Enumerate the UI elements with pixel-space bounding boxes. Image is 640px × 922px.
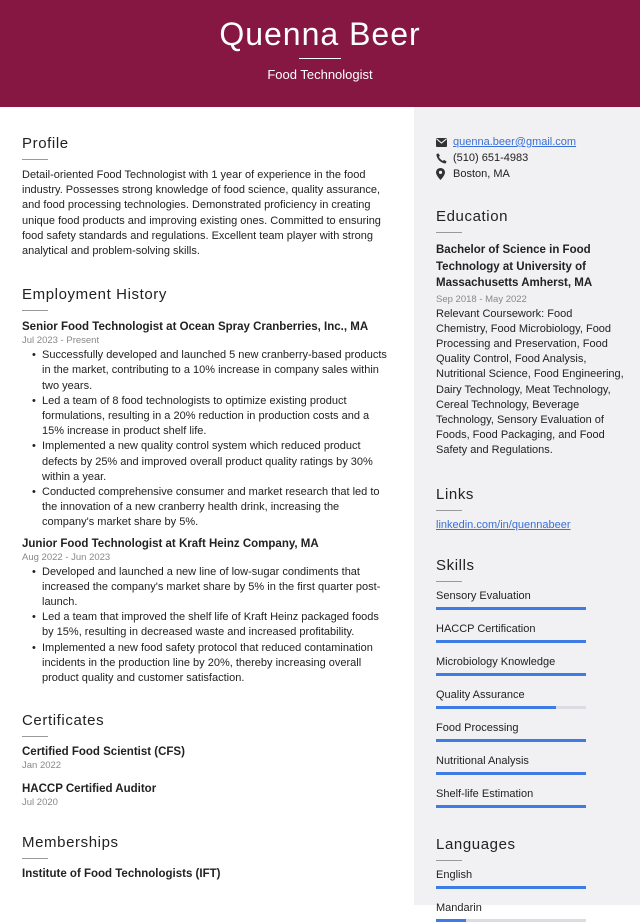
languages-section <box>436 836 626 922</box>
skill-item <box>436 689 626 709</box>
section-heading: Certificates <box>22 712 105 730</box>
job-bullet: • Successfully developed and launched 5 new cranberry-based products in the market, contributing to a 10% increase in company sales within two years. <box>22 348 392 394</box>
certificate-date: Jan 2022 <box>22 760 62 772</box>
skill-item <box>436 755 626 775</box>
certificates-section <box>22 712 392 808</box>
section-heading: Skills <box>436 556 475 574</box>
candidate-name: Quenna Beer <box>219 16 421 52</box>
skill-level-bar <box>436 673 586 676</box>
envelope-icon <box>436 138 453 147</box>
skill-label: Sensory Evaluation <box>436 589 531 602</box>
skill-level-bar <box>436 805 586 808</box>
languages-list <box>436 869 626 922</box>
links-section <box>436 486 626 531</box>
contact-email <box>436 134 626 150</box>
section-divider <box>436 232 462 233</box>
skill-level-fill <box>436 706 556 709</box>
contact-phone <box>436 150 626 166</box>
skill-item <box>436 788 626 808</box>
skill-level-fill <box>436 739 586 742</box>
certificate-name: Certified Food Scientist (CFS) <box>22 746 185 759</box>
skill-level-bar <box>436 739 586 742</box>
contact-location <box>436 166 626 182</box>
job-bullet: • Implemented a new food safety protocol that reduced contamination incidents in the production line by 20%, thereby increasing overall product quality and customer satisfaction. <box>22 641 392 687</box>
section-heading: Memberships <box>22 834 119 852</box>
skills-list <box>436 590 626 808</box>
skill-level-bar <box>436 772 586 775</box>
skill-label: Shelf-life Estimation <box>436 787 534 800</box>
section-heading: Links <box>436 485 475 503</box>
section-divider <box>22 159 48 160</box>
memberships-section <box>22 834 392 880</box>
job-entry-title: Junior Food Technologist at Kraft Heinz Company, MA <box>22 537 319 550</box>
certificate-entry <box>22 783 392 808</box>
job-entry <box>22 538 392 687</box>
skill-level-bar <box>436 919 586 922</box>
sidebar <box>414 107 640 914</box>
section-heading: Languages <box>436 835 516 853</box>
main-column <box>22 107 392 880</box>
skill-level-bar <box>436 640 586 643</box>
skills-section <box>436 557 626 808</box>
location-text: Boston, MA <box>453 168 510 180</box>
skill-item <box>436 656 626 676</box>
phone-number: (510) 651-4983 <box>453 152 529 164</box>
skill-level-fill <box>436 772 586 775</box>
employment-section <box>22 286 392 686</box>
degree-title: Bachelor of Science in Food Technology at University of Massachusetts Amherst, MA <box>436 244 593 289</box>
job-title: Food Technologist <box>267 67 373 82</box>
section-divider <box>436 581 462 582</box>
section-divider <box>22 310 48 311</box>
job-bullet: • Conducted comprehensive consumer and market research that led to the innovation of a new cranberry health drink, increasing the company's market share by 5%. <box>22 485 392 531</box>
certificate-name: HACCP Certified Auditor <box>22 783 157 796</box>
skill-level-bar <box>436 886 586 889</box>
map-pin-icon <box>436 168 453 180</box>
skill-item <box>436 623 626 643</box>
profile-text: Detail-oriented Food Technologist with 1 year of experience in the food industry. Possesses strong knowledge of food science, quality assurance, and food processing technologies. Demonstrated proficiency in creating unique food products and improving existing ones. Committed to ensuring food safety standards and regulations. Excellent team player with strong analytical and problem-solving skills. <box>22 169 381 258</box>
job-bullet: • Developed and launched a new line of low-sugar condiments that increased the company's market share by 5% in the first quarter post-launch. <box>22 565 392 611</box>
skill-level-fill <box>436 886 586 889</box>
skill-label: English <box>436 868 473 881</box>
linkedin-link[interactable]: linkedin.com/in/quennabeer <box>436 518 571 531</box>
skill-level-fill <box>436 805 586 808</box>
skill-level-bar <box>436 706 586 709</box>
job-bullets <box>22 565 392 687</box>
section-heading: Education <box>436 208 509 225</box>
membership-name: Institute of Food Technologists (IFT) <box>22 868 221 881</box>
skill-level-bar <box>436 607 586 610</box>
job-entry-date: Jul 2023 - Present <box>22 335 100 347</box>
job-bullet: • Led a team of 8 food technologists to optimize existing product formulations, resulting in a 20% reduction in production costs and a 15% increase in product shelf life. <box>22 394 392 440</box>
section-divider <box>22 858 48 859</box>
section-divider <box>22 736 48 737</box>
skill-level-fill <box>436 919 466 922</box>
coursework-text: Relevant Coursework: Food Chemistry, Food Microbiology, Food Processing and Preservation, Food Quality Control, Food Analysis, Nutritional Science, Food Engineering, Dairy Technology, Meat Technology, Cereal Technology, Beverage Technology, Sensory Evaluation of Foods, Food Packaging, and Food Safety and Regulations. <box>436 307 624 457</box>
job-bullet: • Led a team that improved the shelf life of Kraft Heinz packaged foods by 15%, resulting in decreased waste and increased profitability. <box>22 610 392 640</box>
skill-label: Nutritional Analysis <box>436 754 529 767</box>
skill-level-fill <box>436 607 586 610</box>
certificate-date: Jul 2020 <box>22 797 58 809</box>
contact-block <box>436 134 626 182</box>
job-entry-title: Senior Food Technologist at Ocean Spray Cranberries, Inc., MA <box>22 321 369 334</box>
header-divider <box>299 58 341 59</box>
section-divider <box>436 860 462 861</box>
skill-label: Quality Assurance <box>436 688 525 701</box>
phone-icon <box>436 153 453 164</box>
resume-header <box>0 0 640 107</box>
education-date: Sep 2018 - May 2022 <box>436 293 527 305</box>
job-entry-date: Aug 2022 - Jun 2023 <box>22 551 111 563</box>
skill-item <box>436 869 626 889</box>
section-heading: Employment History <box>22 286 168 304</box>
skill-label: HACCP Certification <box>436 622 536 635</box>
skill-level-fill <box>436 673 586 676</box>
certificate-entry <box>22 746 392 771</box>
skill-level-fill <box>436 640 586 643</box>
job-bullet: • Implemented a new quality control system which reduced product defects by 25% and improved overall product quality ratings by 30% within a year. <box>22 439 392 485</box>
skill-item <box>436 590 626 610</box>
job-bullets <box>22 348 392 530</box>
skill-label: Mandarin <box>436 901 482 914</box>
profile-section <box>22 135 392 259</box>
section-heading: Profile <box>22 135 69 152</box>
education-section <box>436 208 626 459</box>
section-divider <box>436 510 462 511</box>
skill-label: Microbiology Knowledge <box>436 655 556 668</box>
skill-label: Food Processing <box>436 721 519 734</box>
email-link[interactable]: quenna.beer@gmail.com <box>453 136 577 148</box>
job-entry <box>22 321 392 530</box>
skill-item <box>436 722 626 742</box>
